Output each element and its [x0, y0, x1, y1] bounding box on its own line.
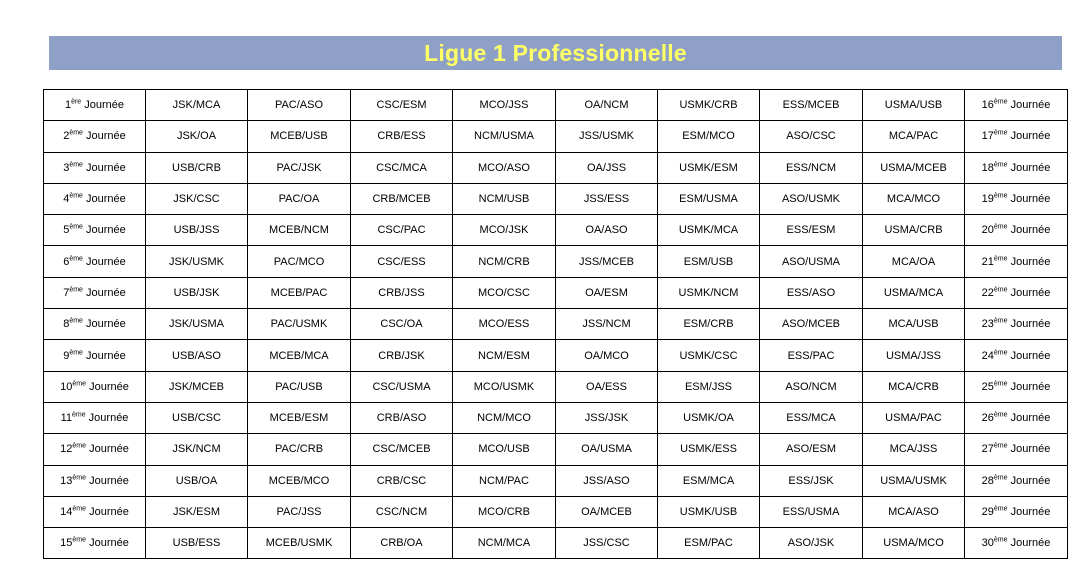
match-cell: MCEB/PAC — [248, 277, 351, 308]
match-cell: OA/ESM — [556, 277, 658, 308]
table-row — [44, 496, 1068, 527]
journee-label: Journée — [89, 474, 129, 487]
match-cell: PAC/JSK — [248, 152, 351, 183]
match-cell: USMK/OA — [658, 402, 760, 433]
journee-label: Journée — [86, 161, 126, 174]
match-cell: USB/CRB — [146, 152, 248, 183]
match-cell: USMK/ESS — [658, 434, 760, 465]
journee-second-leg-cell — [965, 528, 1068, 559]
match-cell: CSC/PAC — [351, 215, 453, 246]
journee-number: 21 — [981, 255, 994, 268]
journee-first-leg-cell — [44, 183, 146, 214]
match-cell: MCO/CSC — [453, 277, 556, 308]
journee-number: 29 — [981, 506, 994, 518]
table-row — [44, 340, 1068, 371]
title-banner — [49, 36, 1062, 70]
journee-label: Journée — [1010, 161, 1051, 174]
match-cell: USB/ESS — [146, 528, 248, 559]
journee-number: 9 — [63, 349, 70, 362]
match-cell: ESM/USMA — [658, 183, 760, 214]
journee-label: Journée — [86, 130, 126, 143]
journee-number: 4 — [63, 193, 70, 206]
match-cell: ASO/USMK — [760, 183, 863, 214]
match-cell: ESS/MCA — [760, 402, 863, 433]
match-cell: USMA/CRB — [863, 215, 965, 246]
match-cell: JSS/NCM — [556, 309, 658, 340]
journee-label: Journée — [86, 255, 126, 268]
journee-number: 3 — [63, 161, 70, 174]
journee-number: 14 — [60, 506, 73, 518]
journee-number: 10 — [60, 380, 73, 393]
journee-first-leg-cell — [44, 246, 146, 277]
journee-second-leg-cell — [965, 434, 1068, 465]
journee-second-leg-cell — [965, 277, 1068, 308]
match-cell: MCEB/USMK — [248, 528, 351, 559]
journee-number: 2 — [63, 130, 70, 143]
journee-label: Journée — [86, 349, 126, 362]
journee-number: 13 — [60, 474, 73, 487]
journee-label: Journée — [1010, 224, 1051, 237]
journee-number: 12 — [60, 443, 73, 456]
match-cell: USMA/MCA — [863, 277, 965, 308]
journee-label: Journée — [1010, 99, 1051, 112]
journee-label: Journée — [86, 286, 126, 299]
journee-ordinal-suffix: ème — [993, 129, 1008, 137]
match-cell: OA/ESS — [556, 371, 658, 402]
journee-ordinal-suffix: ème — [69, 192, 83, 200]
match-cell: ESS/JSK — [760, 465, 863, 496]
journee-number: 15 — [60, 537, 73, 550]
table-row — [44, 371, 1068, 402]
journee-label: Journée — [1010, 537, 1051, 550]
journee-first-leg-cell — [44, 340, 146, 371]
journee-second-leg-cell — [965, 246, 1068, 277]
journee-label: Journée — [1010, 380, 1051, 393]
match-cell: MCO/USB — [453, 434, 556, 465]
match-cell: USMK/MCA — [658, 215, 760, 246]
journee-number: 22 — [981, 286, 994, 299]
journee-ordinal-suffix: ème — [993, 286, 1008, 294]
journee-ordinal-suffix: ème — [993, 442, 1008, 450]
schedule-table — [43, 89, 1068, 559]
table-row — [44, 465, 1068, 496]
journee-ordinal-suffix: ème — [72, 474, 87, 482]
match-cell: JSS/ESS — [556, 183, 658, 214]
match-cell: MCA/OA — [863, 246, 965, 277]
match-cell: USB/CSC — [146, 402, 248, 433]
journee-label: Journée — [89, 380, 129, 393]
journee-second-leg-cell — [965, 309, 1068, 340]
match-cell: PAC/ASO — [248, 90, 351, 121]
journee-ordinal-suffix: ème — [69, 317, 83, 325]
match-cell: CSC/MCEB — [351, 434, 453, 465]
match-cell: MCEB/NCM — [248, 215, 351, 246]
match-cell: USMK/NCM — [658, 277, 760, 308]
journee-ordinal-suffix: ème — [993, 474, 1008, 482]
table-row — [44, 152, 1068, 183]
journee-number: 11 — [60, 412, 72, 425]
table-row — [44, 528, 1068, 559]
match-cell: MCO/CRB — [453, 496, 556, 527]
match-cell: CSC/ESS — [351, 246, 453, 277]
journee-label: Journée — [86, 318, 126, 331]
match-cell: MCEB/MCA — [248, 340, 351, 371]
match-cell: JSK/USMK — [146, 246, 248, 277]
journee-ordinal-suffix: ème — [993, 348, 1008, 356]
match-cell: CRB/CSC — [351, 465, 453, 496]
match-cell: USB/JSS — [146, 215, 248, 246]
journee-label: Journée — [1010, 286, 1051, 299]
match-cell: USMK/USB — [658, 496, 760, 527]
journee-ordinal-suffix: ème — [72, 380, 87, 388]
table-row — [44, 183, 1068, 214]
journee-label: Journée — [89, 537, 129, 550]
match-cell: MCO/ASO — [453, 152, 556, 183]
journee-ordinal-suffix: ème — [993, 505, 1008, 513]
match-cell: CRB/JSK — [351, 340, 453, 371]
match-cell: JSK/CSC — [146, 183, 248, 214]
journee-ordinal-suffix: ème — [71, 411, 86, 419]
journee-label: Journée — [1010, 130, 1051, 143]
journee-number: 17 — [981, 130, 994, 143]
match-cell: OA/ASO — [556, 215, 658, 246]
match-cell: JSK/MCEB — [146, 371, 248, 402]
match-cell: USMA/MCEB — [863, 152, 965, 183]
journee-ordinal-suffix: ère — [71, 98, 82, 106]
journee-label: Journée — [86, 224, 126, 237]
journee-ordinal-suffix: ème — [69, 223, 83, 231]
match-cell: MCO/JSS — [453, 90, 556, 121]
match-cell: JSK/NCM — [146, 434, 248, 465]
match-cell: JSS/MCEB — [556, 246, 658, 277]
journee-number: 30 — [981, 537, 994, 550]
match-cell: CSC/USMA — [351, 371, 453, 402]
match-cell: ASO/USMA — [760, 246, 863, 277]
match-cell: MCO/JSK — [453, 215, 556, 246]
match-cell: NCM/USB — [453, 183, 556, 214]
journee-number: 18 — [981, 161, 994, 174]
journee-label: Journée — [88, 412, 129, 425]
match-cell: ESS/ESM — [760, 215, 863, 246]
journee-second-leg-cell — [965, 496, 1068, 527]
match-cell: NCM/ESM — [453, 340, 556, 371]
match-cell: MCA/CRB — [863, 371, 965, 402]
match-cell: JSK/MCA — [146, 90, 248, 121]
table-row — [44, 90, 1068, 121]
journee-ordinal-suffix: ème — [993, 223, 1008, 231]
match-cell: CRB/MCEB — [351, 183, 453, 214]
match-cell: NCM/CRB — [453, 246, 556, 277]
journee-number: 8 — [63, 318, 70, 331]
table-row — [44, 215, 1068, 246]
journee-first-leg-cell — [44, 309, 146, 340]
journee-first-leg-cell — [44, 434, 146, 465]
match-cell: ESS/MCEB — [760, 90, 863, 121]
journee-first-leg-cell — [44, 277, 146, 308]
match-cell: USB/OA — [146, 465, 248, 496]
match-cell: OA/USMA — [556, 434, 658, 465]
match-cell: PAC/USB — [248, 371, 351, 402]
match-cell: MCEB/USB — [248, 121, 351, 152]
journee-label: Journée — [1010, 318, 1051, 331]
match-cell: OA/JSS — [556, 152, 658, 183]
table-row — [44, 402, 1068, 433]
journee-ordinal-suffix: ème — [993, 98, 1008, 106]
table-row — [44, 121, 1068, 152]
match-cell: OA/MCO — [556, 340, 658, 371]
match-cell: JSS/CSC — [556, 528, 658, 559]
table-row — [44, 246, 1068, 277]
match-cell: JSK/USMA — [146, 309, 248, 340]
match-cell: ESS/NCM — [760, 152, 863, 183]
schedule-body — [44, 90, 1068, 559]
match-cell: MCA/ASO — [863, 496, 965, 527]
journee-label: Journée — [1010, 506, 1051, 518]
match-cell: CRB/ASO — [351, 402, 453, 433]
match-cell: MCEB/ESM — [248, 402, 351, 433]
journee-ordinal-suffix: ème — [69, 161, 83, 169]
match-cell: ASO/JSK — [760, 528, 863, 559]
match-cell: PAC/USMK — [248, 309, 351, 340]
journee-second-leg-cell — [965, 121, 1068, 152]
match-cell: MCA/USB — [863, 309, 965, 340]
journee-label: Journée — [1010, 443, 1051, 456]
page-title: Ligue 1 Professionnelle — [424, 39, 687, 66]
journee-second-leg-cell — [965, 340, 1068, 371]
journee-label: Journée — [84, 99, 125, 112]
match-cell: MCO/ESS — [453, 309, 556, 340]
match-cell: MCO/USMK — [453, 371, 556, 402]
journee-number: 28 — [981, 474, 994, 487]
journee-ordinal-suffix: ème — [993, 536, 1008, 544]
match-cell: MCA/MCO — [863, 183, 965, 214]
match-cell: NCM/MCO — [453, 402, 556, 433]
match-cell: CRB/ESS — [351, 121, 453, 152]
journee-ordinal-suffix: ème — [72, 505, 87, 513]
match-cell: CSC/NCM — [351, 496, 453, 527]
journee-first-leg-cell — [44, 90, 146, 121]
journee-ordinal-suffix: ème — [69, 254, 83, 262]
journee-label: Journée — [1010, 255, 1051, 268]
journee-ordinal-suffix: ème — [72, 442, 87, 450]
journee-second-leg-cell — [965, 371, 1068, 402]
journee-ordinal-suffix: ème — [69, 286, 83, 294]
match-cell: ESM/USB — [658, 246, 760, 277]
match-cell: USB/JSK — [146, 277, 248, 308]
table-row — [44, 434, 1068, 465]
match-cell: ESM/PAC — [658, 528, 760, 559]
match-cell: ESS/ASO — [760, 277, 863, 308]
journee-number: 1 — [64, 99, 72, 112]
match-cell: JSK/ESM — [146, 496, 248, 527]
match-cell: ASO/NCM — [760, 371, 863, 402]
journee-ordinal-suffix: ème — [993, 254, 1008, 262]
match-cell: ESM/JSS — [658, 371, 760, 402]
journee-number: 26 — [981, 412, 994, 425]
journee-label: Journée — [86, 193, 126, 206]
journee-first-leg-cell — [44, 215, 146, 246]
journee-second-leg-cell — [965, 402, 1068, 433]
match-cell: JSK/OA — [146, 121, 248, 152]
journee-first-leg-cell — [44, 496, 146, 527]
match-cell: CRB/OA — [351, 528, 453, 559]
journee-ordinal-suffix: ème — [69, 129, 83, 137]
match-cell: ASO/CSC — [760, 121, 863, 152]
match-cell: USB/ASO — [146, 340, 248, 371]
match-cell: USMA/MCO — [863, 528, 965, 559]
match-cell: PAC/MCO — [248, 246, 351, 277]
journee-label: Journée — [89, 506, 129, 518]
journee-second-leg-cell — [965, 152, 1068, 183]
match-cell: USMA/JSS — [863, 340, 965, 371]
match-cell: USMK/CSC — [658, 340, 760, 371]
journee-second-leg-cell — [965, 90, 1068, 121]
match-cell: ESM/MCO — [658, 121, 760, 152]
journee-label: Journée — [1010, 474, 1051, 487]
journee-number: 24 — [981, 349, 994, 362]
match-cell: PAC/OA — [248, 183, 351, 214]
match-cell: NCM/MCA — [453, 528, 556, 559]
journee-number: 27 — [981, 443, 994, 456]
journee-first-leg-cell — [44, 528, 146, 559]
match-cell: MCA/JSS — [863, 434, 965, 465]
journee-first-leg-cell — [44, 152, 146, 183]
match-cell: OA/MCEB — [556, 496, 658, 527]
match-cell: JSS/JSK — [556, 402, 658, 433]
match-cell: USMA/USMK — [863, 465, 965, 496]
match-cell: USMK/CRB — [658, 90, 760, 121]
journee-number: 7 — [63, 286, 70, 299]
match-cell: NCM/PAC — [453, 465, 556, 496]
journee-number: 6 — [63, 255, 70, 268]
journee-number: 19 — [981, 193, 994, 206]
journee-first-leg-cell — [44, 465, 146, 496]
match-cell: USMA/PAC — [863, 402, 965, 433]
journee-ordinal-suffix: ème — [69, 348, 83, 356]
journee-label: Journée — [1010, 193, 1051, 206]
journee-ordinal-suffix: ème — [993, 161, 1008, 169]
match-cell: PAC/CRB — [248, 434, 351, 465]
journee-number: 25 — [981, 380, 994, 393]
journee-first-leg-cell — [44, 121, 146, 152]
match-cell: ASO/ESM — [760, 434, 863, 465]
journee-number: 20 — [981, 224, 994, 237]
match-cell: ESS/PAC — [760, 340, 863, 371]
journee-ordinal-suffix: ème — [993, 317, 1008, 325]
journee-first-leg-cell — [44, 402, 146, 433]
match-cell: ESS/USMA — [760, 496, 863, 527]
match-cell: JSS/USMK — [556, 121, 658, 152]
table-row — [44, 277, 1068, 308]
match-cell: ESM/CRB — [658, 309, 760, 340]
journee-label: Journée — [89, 443, 129, 456]
journee-label: Journée — [1010, 412, 1051, 425]
journee-number: 23 — [981, 318, 994, 331]
match-cell: OA/NCM — [556, 90, 658, 121]
match-cell: CRB/JSS — [351, 277, 453, 308]
match-cell: USMK/ESM — [658, 152, 760, 183]
journee-number: 16 — [981, 99, 994, 112]
match-cell: JSS/ASO — [556, 465, 658, 496]
match-cell: USMA/USB — [863, 90, 965, 121]
journee-ordinal-suffix: ème — [993, 411, 1008, 419]
match-cell: ASO/MCEB — [760, 309, 863, 340]
journee-second-leg-cell — [965, 183, 1068, 214]
journee-second-leg-cell — [965, 215, 1068, 246]
journee-label: Journée — [1010, 349, 1051, 362]
match-cell: MCEB/MCO — [248, 465, 351, 496]
journee-number: 5 — [63, 224, 70, 237]
match-cell: NCM/USMA — [453, 121, 556, 152]
match-cell: CSC/OA — [351, 309, 453, 340]
journee-ordinal-suffix: ème — [72, 536, 87, 544]
journee-ordinal-suffix: ème — [993, 380, 1008, 388]
match-cell: CSC/ESM — [351, 90, 453, 121]
match-cell: MCA/PAC — [863, 121, 965, 152]
match-cell: CSC/MCA — [351, 152, 453, 183]
journee-first-leg-cell — [44, 371, 146, 402]
match-cell: PAC/JSS — [248, 496, 351, 527]
table-row — [44, 309, 1068, 340]
match-cell: ESM/MCA — [658, 465, 760, 496]
journee-second-leg-cell — [965, 465, 1068, 496]
journee-ordinal-suffix: ème — [993, 192, 1008, 200]
